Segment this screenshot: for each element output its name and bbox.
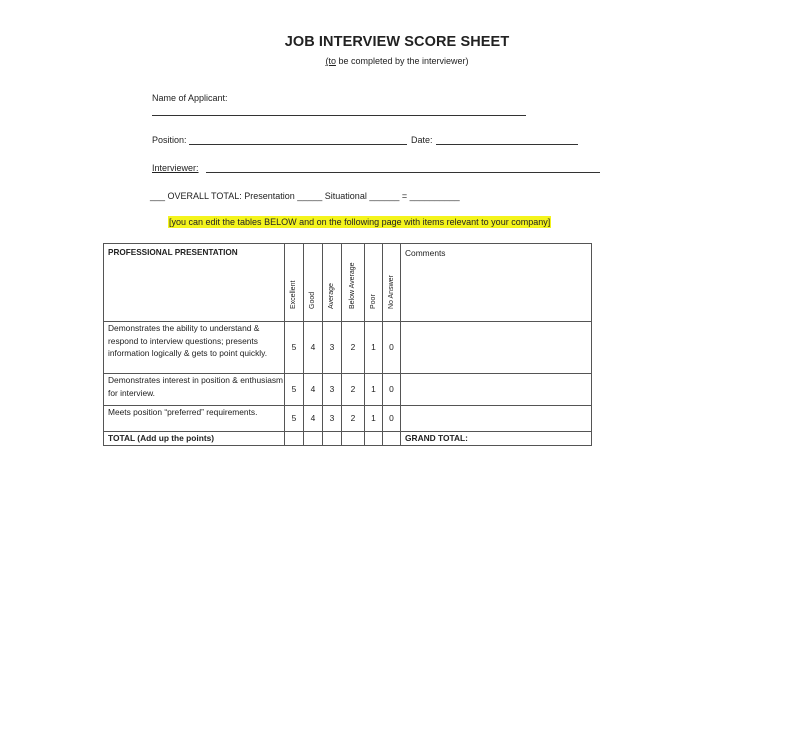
total-label: TOTAL (Add up the points) <box>104 432 285 446</box>
total-cell[interactable] <box>304 432 323 446</box>
total-cell[interactable] <box>365 432 383 446</box>
date-label: Date: <box>411 135 433 145</box>
subtitle-rest: be completed by the interviewer) <box>335 56 469 66</box>
applicant-name-field[interactable] <box>152 115 526 116</box>
rating-header-no-answer: No Answer <box>383 244 401 322</box>
grand-total-label: GRAND TOTAL: <box>401 432 592 446</box>
score-cell[interactable]: 0 <box>383 322 401 374</box>
score-cell[interactable]: 5 <box>285 406 304 432</box>
overall-prefix: ___ <box>150 191 166 201</box>
score-cell[interactable]: 2 <box>342 322 365 374</box>
score-cell[interactable]: 0 <box>383 374 401 406</box>
score-cell[interactable]: 5 <box>285 374 304 406</box>
rating-header-average: Average <box>323 244 342 322</box>
document-title: JOB INTERVIEW SCORE SHEET <box>284 34 510 50</box>
score-cell[interactable]: 2 <box>342 374 365 406</box>
score-cell[interactable]: 4 <box>304 374 323 406</box>
rating-header-below-average: Below Average <box>342 244 365 322</box>
subtitle-underlined: (to <box>325 56 336 66</box>
rating-header-good: Good <box>304 244 323 322</box>
score-cell[interactable]: 5 <box>285 322 304 374</box>
comment-cell[interactable] <box>401 374 592 406</box>
table-row <box>104 374 592 406</box>
score-cell[interactable]: 0 <box>383 406 401 432</box>
score-cell[interactable]: 1 <box>365 322 383 374</box>
score-cell[interactable]: 3 <box>323 374 342 406</box>
professional-presentation-table <box>103 243 592 446</box>
overall-total-line <box>150 191 460 201</box>
total-cell[interactable] <box>323 432 342 446</box>
score-cell[interactable]: 3 <box>323 322 342 374</box>
total-cell[interactable] <box>285 432 304 446</box>
document-subtitle <box>0 56 794 66</box>
date-field[interactable] <box>436 144 578 145</box>
score-cell[interactable]: 4 <box>304 406 323 432</box>
total-cell[interactable] <box>383 432 401 446</box>
rating-header-poor: Poor <box>365 244 383 322</box>
score-cell[interactable]: 2 <box>342 406 365 432</box>
comments-header: Comments <box>401 244 592 322</box>
criterion-text: Demonstrates the ability to understand & respond to interview questions; presents information logically & gets to point quickly. <box>104 322 285 374</box>
table-row <box>104 406 592 432</box>
rating-header-excellent: Excellent <box>285 244 304 322</box>
position-label: Position: <box>152 135 187 145</box>
table-row <box>104 322 592 374</box>
comment-cell[interactable] <box>401 406 592 432</box>
interviewer-label: Interviewer: <box>152 163 199 173</box>
score-cell[interactable]: 1 <box>365 374 383 406</box>
edit-note-highlight: [you can edit the tables BELOW and on the following page with items relevant to your company] <box>169 217 551 227</box>
section-title: PROFESSIONAL PRESENTATION <box>104 244 285 322</box>
table-header-row <box>104 244 592 322</box>
total-cell[interactable] <box>342 432 365 446</box>
interviewer-field[interactable] <box>206 172 600 173</box>
criterion-text: Demonstrates interest in position & enthusiasm for interview. <box>104 374 285 406</box>
score-cell[interactable]: 3 <box>323 406 342 432</box>
overall-total-label: OVERALL TOTAL: Presentation _____ Situational ______ = __________ <box>165 191 460 201</box>
applicant-name-label: Name of Applicant: <box>152 93 228 103</box>
position-field[interactable] <box>189 144 407 145</box>
total-row <box>104 432 592 446</box>
comment-cell[interactable] <box>401 322 592 374</box>
score-cell[interactable]: 1 <box>365 406 383 432</box>
criterion-text: Meets position “preferred” requirements. <box>104 406 285 432</box>
score-cell[interactable]: 4 <box>304 322 323 374</box>
